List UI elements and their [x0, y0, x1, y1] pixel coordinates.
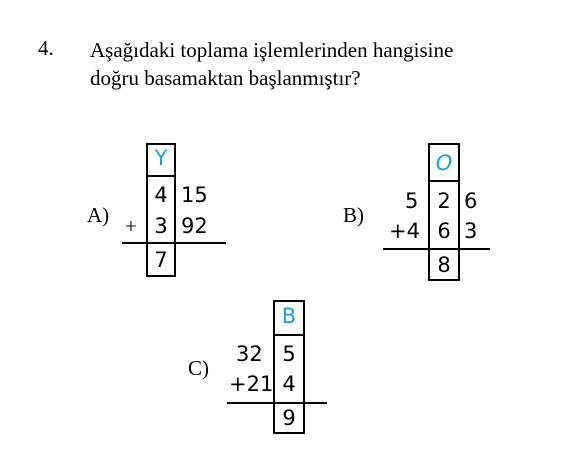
option-a-top-box-digit: 4: [154, 183, 168, 207]
option-b-sum-line: [383, 248, 490, 250]
option-c-top-box-digit: 5: [282, 342, 296, 366]
option-c-top-left: 32: [236, 342, 263, 366]
option-c-result-digit: 9: [282, 406, 296, 430]
option-c-bottom-left: +21: [229, 372, 274, 396]
option-b-top-box-digit: 2: [437, 189, 451, 213]
option-c-header-letter: B: [281, 304, 297, 328]
option-c-header-divider: [273, 334, 305, 336]
question-text: [90, 36, 453, 92]
option-b-top-right: 6: [464, 189, 478, 213]
question-line-2: doğru basamaktan başlanmıştır?: [90, 66, 361, 90]
option-b-bottom-left: +4: [389, 219, 420, 243]
option-b-header-letter: O: [435, 151, 453, 175]
option-a-letter: A): [87, 203, 110, 227]
option-c-letter: C): [188, 356, 209, 380]
option-b-bottom-box-digit: 6: [437, 219, 451, 243]
option-b-letter: B): [343, 203, 364, 227]
option-a-top-rest: 15: [181, 183, 208, 207]
question-number: 4.: [38, 36, 54, 60]
option-b-top-left: 5: [405, 189, 419, 213]
option-a-sum-line: [122, 242, 226, 244]
option-b-header-divider: [428, 180, 460, 182]
option-c-bottom-box-digit: 4: [282, 372, 296, 396]
option-a-plus-sign: +: [125, 214, 137, 238]
option-a-bottom-box-digit: 3: [154, 214, 168, 238]
option-a-header-divider: [146, 175, 176, 177]
question-line-1: Aşağıdaki toplama işlemlerinden hangisine: [90, 38, 454, 62]
option-a-result-digit: 7: [154, 248, 168, 272]
option-a-header-letter: Y: [154, 146, 168, 170]
option-b-bottom-right: 3: [464, 219, 478, 243]
option-a-bottom-rest: 92: [181, 214, 208, 238]
option-c-sum-line: [227, 402, 327, 404]
option-b-result-digit: 8: [437, 253, 451, 277]
